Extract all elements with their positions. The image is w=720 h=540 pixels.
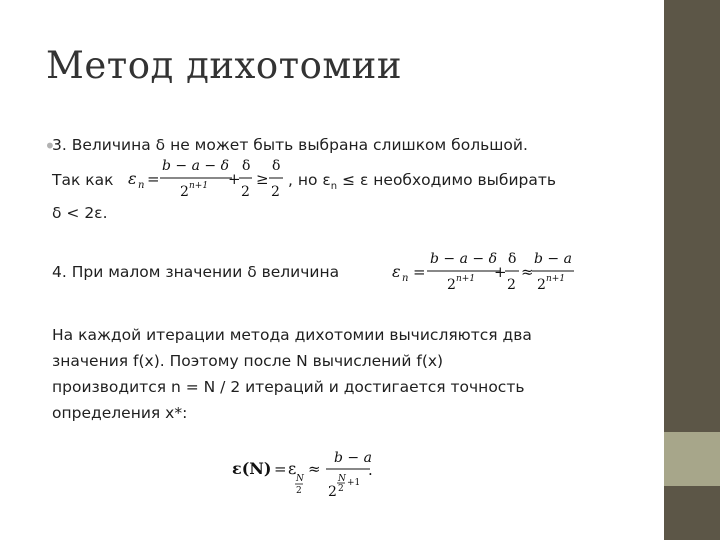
paragraph-4-text: 4. При малом значении δ величина	[52, 263, 340, 281]
f2-approx: ≈	[521, 263, 534, 281]
f3-sup-plus: +1	[347, 478, 361, 488]
f2-num3: b − a	[534, 251, 572, 267]
paragraph-5-line-1: На каждой итерации метода дихотомии вычисляются два	[52, 326, 532, 344]
f2-den3-sup: n+1	[546, 274, 566, 284]
decor-stripe-top	[664, 0, 720, 432]
f3-eps: ε	[288, 459, 297, 478]
f2-eq: =	[413, 263, 426, 281]
f1-lhs-sub: n	[138, 180, 145, 191]
f2-den3: 2	[537, 277, 546, 293]
f1-num1: b − a − δ	[162, 158, 229, 174]
paragraph-5-line-2: значения f(x). Поэтому после N вычислений f(x)	[52, 352, 444, 370]
f2-num1: b − a − δ	[430, 251, 497, 267]
f2-lhs-sub: n	[402, 273, 409, 284]
f1-num2: δ	[242, 158, 251, 174]
f1-den2: 2	[241, 184, 250, 200]
f3-sup-den: 2	[338, 484, 344, 494]
f3-den: 2	[328, 484, 337, 500]
paragraph-5-line-4: определения x*:	[52, 404, 188, 422]
decor-stripe-bottom	[664, 486, 720, 540]
f1-den3: 2	[271, 184, 280, 200]
paragraph-3-line-1: 3. Величина δ не может быть выбрана слишком большой.	[52, 136, 528, 154]
p3-but-text: , но ε	[288, 171, 331, 189]
paragraph-3-line-3: δ < 2ε.	[52, 204, 108, 222]
formula-eps-n-approx	[390, 247, 580, 299]
f3-lhs: ε(N)	[232, 459, 272, 478]
f1-den1: 2	[180, 184, 189, 200]
f2-num2: δ	[508, 251, 517, 267]
f2-plus: +	[494, 263, 507, 281]
f2-den1: 2	[447, 277, 456, 293]
paragraph-5-line-3: производится n = N / 2 итераций и достигается точность	[52, 378, 525, 396]
f1-plus: +	[228, 170, 241, 188]
f3-approx: ≈	[308, 460, 321, 478]
f3-eq: =	[274, 460, 287, 478]
f1-den1-sup: n+1	[189, 181, 209, 191]
decor-stripe-middle	[664, 432, 720, 486]
f3-sup-num: N	[338, 474, 346, 484]
f3-num: b − a	[334, 450, 372, 466]
f3-sub-den: 2	[296, 486, 302, 496]
f1-lhs: ε	[128, 169, 137, 188]
p3-eps-sub: n	[330, 181, 338, 193]
paragraph-3-line-2-middle	[288, 171, 556, 192]
f2-den2: 2	[507, 277, 516, 293]
p3-choose-text: ≤ ε необходимо выбирать	[342, 171, 557, 189]
slide-title: Метод дихотомии	[46, 44, 403, 87]
f1-num3: δ	[272, 158, 281, 174]
formula-eps-n-inequality	[126, 154, 290, 204]
f2-den1-sup: n+1	[456, 274, 476, 284]
paragraph-3-line-2-start: Так как	[52, 171, 114, 189]
f3-dot: .	[368, 461, 373, 479]
f2-lhs: ε	[392, 262, 401, 281]
f3-sub-num: N	[296, 474, 304, 484]
formula-eps-N	[230, 448, 380, 504]
bullet-marker: •	[44, 134, 56, 158]
f1-geq: ≥	[256, 170, 269, 188]
f1-eq: =	[147, 170, 160, 188]
